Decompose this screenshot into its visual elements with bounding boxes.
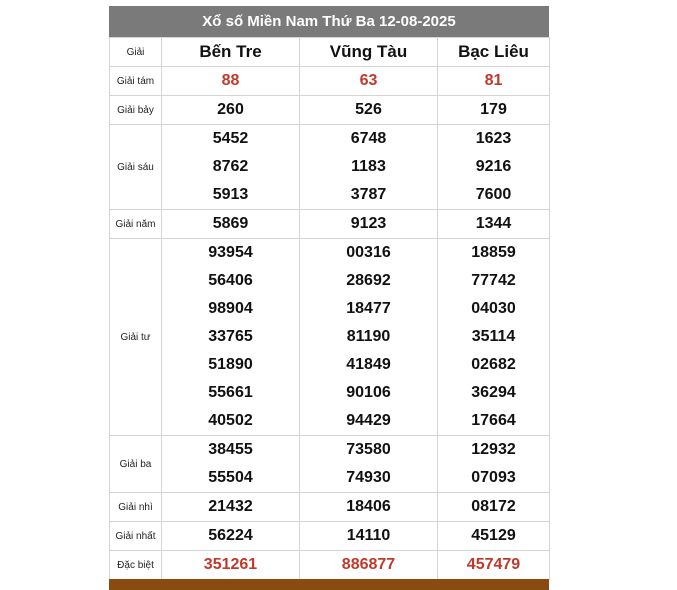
prize-label: Giải nhì xyxy=(110,493,162,522)
prize-number: 260 xyxy=(217,101,244,118)
prize-number: 1623 xyxy=(475,130,512,147)
prize-label: Giải sáu xyxy=(110,125,162,210)
results-table xyxy=(109,37,550,580)
prize-number: 12932 xyxy=(471,441,516,458)
prize-number: 08172 xyxy=(471,498,516,515)
prize-column-header: Giải xyxy=(110,38,162,67)
prize-number: 04030 xyxy=(471,300,516,317)
prize-number: 07093 xyxy=(471,469,516,486)
prize-row xyxy=(110,210,550,239)
prize-number: 526 xyxy=(355,101,382,118)
prize-label: Giải ba xyxy=(110,436,162,493)
prize-cell xyxy=(300,239,438,436)
prize-number: 3787 xyxy=(350,186,387,203)
prize-number: 81 xyxy=(484,72,503,89)
prize-cell xyxy=(162,210,300,239)
prize-row xyxy=(110,67,550,96)
prize-cell xyxy=(438,67,550,96)
prize-cell xyxy=(162,551,300,580)
prize-cell xyxy=(300,493,438,522)
prize-number: 179 xyxy=(480,101,507,118)
prize-number: 7600 xyxy=(475,186,512,203)
prize-number: 98904 xyxy=(208,300,253,317)
prize-cell xyxy=(438,210,550,239)
prize-number: 77742 xyxy=(471,272,516,289)
prize-number: 41849 xyxy=(346,356,391,373)
prize-row xyxy=(110,436,550,493)
prize-label: Giải tư xyxy=(110,239,162,436)
prize-number: 28692 xyxy=(346,272,391,289)
prize-number: 5869 xyxy=(212,215,249,232)
prize-number: 55661 xyxy=(208,384,253,401)
prize-cell xyxy=(162,125,300,210)
prize-cell xyxy=(300,96,438,125)
prize-row xyxy=(110,239,550,436)
prize-number: 40502 xyxy=(208,412,253,429)
prize-number: 18859 xyxy=(471,244,516,261)
prize-cell xyxy=(300,125,438,210)
prize-number: 36294 xyxy=(471,384,516,401)
prize-number: 00316 xyxy=(346,244,391,261)
prize-cell xyxy=(438,96,550,125)
prize-cell xyxy=(300,67,438,96)
prize-number: 6748 xyxy=(350,130,387,147)
header-row xyxy=(110,38,550,67)
prize-number: 45129 xyxy=(471,527,516,544)
prize-number: 1183 xyxy=(351,158,386,175)
prize-number: 21432 xyxy=(208,498,253,515)
prize-number: 18477 xyxy=(346,300,391,317)
prize-cell xyxy=(300,210,438,239)
prize-cell xyxy=(162,493,300,522)
results-panel xyxy=(109,6,549,580)
prize-cell xyxy=(438,551,550,580)
prize-cell xyxy=(162,522,300,551)
province-header[interactable]: Bến Tre xyxy=(162,38,300,67)
prize-cell xyxy=(162,67,300,96)
prize-number: 63 xyxy=(359,72,378,89)
prize-cell xyxy=(438,436,550,493)
prize-number: 81190 xyxy=(346,328,391,345)
prize-row xyxy=(110,551,550,580)
prize-number: 18406 xyxy=(346,498,391,515)
prize-number: 94429 xyxy=(346,412,391,429)
prize-cell xyxy=(162,239,300,436)
prize-row xyxy=(110,522,550,551)
prize-number: 886877 xyxy=(341,556,396,573)
prize-number: 9216 xyxy=(475,158,512,175)
prize-cell xyxy=(438,239,550,436)
prize-number: 1344 xyxy=(475,215,512,232)
province-header[interactable]: Vũng Tàu xyxy=(300,38,438,67)
prize-row xyxy=(110,96,550,125)
prize-number: 9123 xyxy=(350,215,387,232)
results-title: Xổ số Miền Nam Thứ Ba 12-08-2025 xyxy=(109,6,549,37)
prize-number: 35114 xyxy=(471,328,516,345)
prize-number: 38455 xyxy=(208,441,253,458)
prize-row xyxy=(110,493,550,522)
prize-cell xyxy=(438,522,550,551)
prize-cell xyxy=(300,522,438,551)
prize-number: 55504 xyxy=(208,469,253,486)
prize-number: 5452 xyxy=(212,130,249,147)
prize-number: 17664 xyxy=(471,412,516,429)
prize-number: 73580 xyxy=(346,441,391,458)
prize-cell xyxy=(300,436,438,493)
province-header[interactable]: Bạc Liêu xyxy=(438,38,550,67)
prize-number: 457479 xyxy=(466,556,521,573)
prize-number: 33765 xyxy=(208,328,253,345)
footer-bar xyxy=(109,579,549,590)
prize-number: 351261 xyxy=(203,556,258,573)
prize-cell xyxy=(162,96,300,125)
prize-label: Giải bảy xyxy=(110,96,162,125)
prize-number: 93954 xyxy=(208,244,253,261)
prize-number: 90106 xyxy=(346,384,391,401)
prize-label: Giải năm xyxy=(110,210,162,239)
prize-cell xyxy=(300,551,438,580)
prize-label: Giải nhất xyxy=(110,522,162,551)
prize-number: 8762 xyxy=(212,158,249,175)
prize-number: 5913 xyxy=(212,186,249,203)
prize-number: 14110 xyxy=(346,527,391,544)
prize-number: 56224 xyxy=(208,527,253,544)
prize-label: Giải tám xyxy=(110,67,162,96)
prize-number: 74930 xyxy=(346,469,391,486)
prize-number: 56406 xyxy=(208,272,253,289)
prize-number: 88 xyxy=(221,72,240,89)
prize-cell xyxy=(438,125,550,210)
prize-label: Đặc biệt xyxy=(110,551,162,580)
prize-cell xyxy=(162,436,300,493)
prize-number: 02682 xyxy=(471,356,516,373)
prize-number: 51890 xyxy=(208,356,253,373)
prize-row xyxy=(110,125,550,210)
prize-cell xyxy=(438,493,550,522)
